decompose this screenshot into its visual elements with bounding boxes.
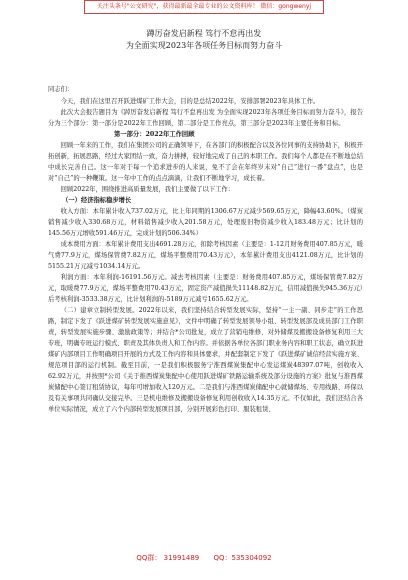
qq-group: QQ群： 31991489	[136, 554, 200, 562]
document-body	[48, 96, 363, 415]
review-intro-paragraph: 回顾2022年，围绕推进高质量发展，我们主要做了以下工作：	[60, 186, 235, 193]
transformation-paragraph: （二）建章立制转型发展。2022年以来，我们坚持结合转型发展实际，坚持“一主一副、同步走”的工作思路，制定下发了《跃进煤矿转型发展实施意见》，文件中明确了转型发展领导小组、转型发展部及成员部门工作职责，转型发展实施步骤、激励政策等；并结合*公司批复，成立了营销电维修、对外储煤及搬搬设备修复利用三大专班，明确专班运行模式、职责及其体负责人和工作内容。并依据各单位各部门职业务内容和职工状态，确立跃进煤矿内部项目工作明确项目开展的方式及工作内容和具体要求，并配套制定下发了《跃进煤矿诚信经营实施方案、规范项目部的运行机制。截至目前，一是我们积极服务宁淮西煤炭集配中心发运煤炭48397.07吨，创收收入62.92万元，并按照*公司《关于推西煤炭集配中心使用跃进煤矿铁路运输系统及部分设施的方案》批复与淮西煤炭储配中心签订租赁协议，每年可增加收入120万元。二是我们与淮西煤炭储配中心就储煤场、专用线路、环保以及有关事项共同确认交接完毕。三是机电维修及搬搬设备修复利用创收收入14.35万元。不仅如此，我们还结合各单位实际情况，成立了六个内部转型发展项目部，分别开展彩色打印、服装租赁、	[48, 307, 363, 413]
subsection-heading: （一）经济指标稳步增长	[62, 197, 132, 204]
contact-footer	[0, 553, 408, 563]
qq-number: QQ：535304092	[213, 554, 272, 562]
intro-paragraph: 今天，我们在这里召开跃进煤矿工作大会，目的是总结2022年，安排部署2023年具体工作。	[60, 98, 320, 105]
cost-paragraph: 成本费用方面：本年累计费用支出4691.28万元，扣除考核因素（主要是：1-12月财务费用407.85万元，暖气费77.9万元，煤场保管费7.82万元，煤场平整费用70.43万元），本年累计费用支出4121.08万元，比计划的5155.21万元减亏1034.14万元。	[48, 241, 363, 270]
promo-banner: 关注头条号"公文研究"，获得最新最全最专业的公文资料库！ 微信：gongwenyj	[84, 0, 324, 14]
title-line-2: 为全面实现2023年各项任务目标而努力奋斗	[125, 41, 283, 50]
section-heading: 第一部分：2022年工作回顾	[114, 131, 195, 138]
document-title	[0, 28, 408, 52]
review-paragraph: 回顾一年来的工作，我们在集团公司的正确领导下，在各部门的积极配合以及各位同事的支持协助下，积极开拓创新，拓展思路，经过大家团结一致，奋力拼搏，较好地完成了自己的本职工作。我们每个人都是在不断地总结中成长完善自己。这一年对于每一个追求进步的人来说，免不了会在年终岁末对“自己”进行一番“盘点”，也是对“自己”的一种鞭策。这一年中工作的点点滴滴，让我们不断地学习，成长着。	[48, 142, 363, 182]
report-outline-paragraph: 此次大会报告题目为《踔厉奋发启新程 笃行不怠再出发 为全面实现2023年各项任务目标而努力奋斗》，报告分为三个部分：第一部分是2022年工作回顾，第二部分是工作亮点，第三部分是2023年主要任务和目标。	[48, 109, 363, 127]
income-paragraph: 收入方面：本年累计收入737.02万元，比上年同期的1306.67万元减少569.65万元，降幅43.60%。（煤炭销售减少收入330.68万元，材料销售减少收入201.58万元，处理废旧物资减少收入183.48万元；比计划的145.56万元增收591.46万元，完成计划的506.34%）	[48, 208, 363, 237]
greeting: 同志们：	[48, 86, 74, 93]
title-line-1: 蹲厉奋发启新程 笃行不怠再出发	[146, 29, 262, 38]
profit-paragraph: 利润方面：本年利润-16191.56万元。减去考核因素（主要是：财务费用407.85万元，煤场保管费7.82万元，取暖费77.9万元，煤场平整费用70.43万元，固定资产减值损失11148.82万元，信用减值损失945.36万元）后考核利润-3533.38万元，比计划利润的-5189万元减亏1655.62万元。	[48, 274, 363, 303]
